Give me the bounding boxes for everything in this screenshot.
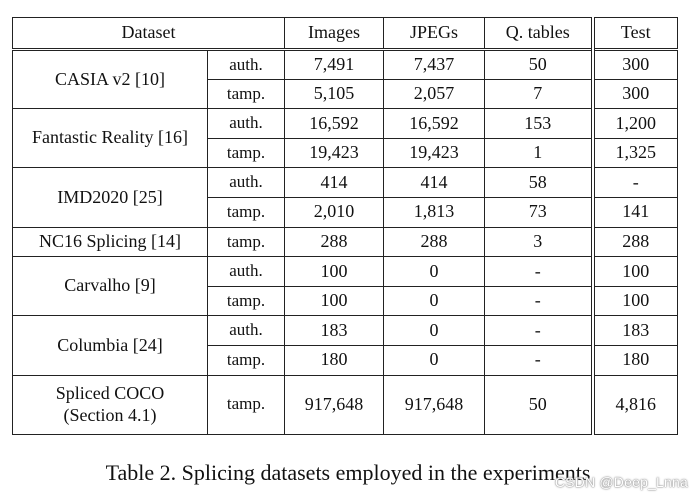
watermark: CSDN @Deep_Lnna xyxy=(554,474,688,490)
test-cell: 1,200 xyxy=(593,109,678,139)
jpegs-cell: 917,648 xyxy=(384,375,485,434)
test-cell: 100 xyxy=(593,286,678,316)
header-jpegs: JPEGs xyxy=(384,18,485,50)
subset-type-cell: auth. xyxy=(208,316,285,346)
table-row xyxy=(13,50,678,80)
subset-type-cell: auth. xyxy=(208,109,285,139)
header-test: Test xyxy=(593,18,678,50)
qtables-cell: - xyxy=(485,286,593,316)
header-dataset: Dataset xyxy=(13,18,285,50)
jpegs-cell: 0 xyxy=(384,257,485,287)
images-cell: 917,648 xyxy=(285,375,384,434)
images-cell: 414 xyxy=(285,168,384,198)
qtables-cell: 50 xyxy=(485,50,593,80)
images-cell: 100 xyxy=(285,257,384,287)
qtables-cell: 50 xyxy=(485,375,593,434)
subset-type-cell: tamp. xyxy=(208,197,285,227)
images-cell: 180 xyxy=(285,345,384,375)
qtables-cell: - xyxy=(485,345,593,375)
test-cell: 4,816 xyxy=(593,375,678,434)
qtables-cell: 58 xyxy=(485,168,593,198)
images-cell: 19,423 xyxy=(285,138,384,168)
images-cell: 288 xyxy=(285,227,384,257)
dataset-name-cell: CASIA v2 [10] xyxy=(13,50,208,109)
test-cell: 1,325 xyxy=(593,138,678,168)
test-cell: 288 xyxy=(593,227,678,257)
subset-type-cell: tamp. xyxy=(208,345,285,375)
jpegs-cell: 7,437 xyxy=(384,50,485,80)
jpegs-cell: 19,423 xyxy=(384,138,485,168)
qtables-cell: - xyxy=(485,257,593,287)
header-qtables: Q. tables xyxy=(485,18,593,50)
subset-type-cell: tamp. xyxy=(208,227,285,257)
jpegs-cell: 414 xyxy=(384,168,485,198)
test-cell: 180 xyxy=(593,345,678,375)
qtables-cell: 153 xyxy=(485,109,593,139)
test-cell: 300 xyxy=(593,79,678,109)
jpegs-cell: 288 xyxy=(384,227,485,257)
jpegs-cell: 2,057 xyxy=(384,79,485,109)
splicing-datasets-table xyxy=(12,17,678,435)
jpegs-cell: 1,813 xyxy=(384,197,485,227)
qtables-cell: 73 xyxy=(485,197,593,227)
images-cell: 2,010 xyxy=(285,197,384,227)
subset-type-cell: auth. xyxy=(208,257,285,287)
table-row xyxy=(13,316,678,346)
images-cell: 16,592 xyxy=(285,109,384,139)
subset-type-cell: tamp. xyxy=(208,375,285,434)
table-row xyxy=(13,168,678,198)
test-cell: 183 xyxy=(593,316,678,346)
dataset-name-cell: Carvalho [9] xyxy=(13,257,208,316)
dataset-name-line: Spliced COCO xyxy=(55,382,165,403)
dataset-name-cell: NC16 Splicing [14] xyxy=(13,227,208,257)
images-cell: 183 xyxy=(285,316,384,346)
jpegs-cell: 0 xyxy=(384,286,485,316)
table-header-row xyxy=(13,18,678,50)
jpegs-cell: 0 xyxy=(384,345,485,375)
table-row xyxy=(13,109,678,139)
subset-type-cell: tamp. xyxy=(208,286,285,316)
dataset-name-cell: IMD2020 [25] xyxy=(13,168,208,227)
table-row xyxy=(13,375,678,434)
header-images: Images xyxy=(285,18,384,50)
subset-type-cell: tamp. xyxy=(208,138,285,168)
dataset-name-cell: Fantastic Reality [16] xyxy=(13,109,208,168)
test-cell: 300 xyxy=(593,50,678,80)
table-row xyxy=(13,227,678,257)
images-cell: 5,105 xyxy=(285,79,384,109)
dataset-name-line: (Section 4.1) xyxy=(63,404,157,425)
subset-type-cell: tamp. xyxy=(208,79,285,109)
qtables-cell: 3 xyxy=(485,227,593,257)
qtables-cell: 1 xyxy=(485,138,593,168)
table-row xyxy=(13,257,678,287)
dataset-name-cell xyxy=(13,375,208,434)
test-cell: - xyxy=(593,168,678,198)
subset-type-cell: auth. xyxy=(208,168,285,198)
images-cell: 7,491 xyxy=(285,50,384,80)
test-cell: 100 xyxy=(593,257,678,287)
table-caption: Table 2. Splicing datasets employed in the experiments xyxy=(105,460,591,485)
qtables-cell: 7 xyxy=(485,79,593,109)
jpegs-cell: 0 xyxy=(384,316,485,346)
jpegs-cell: 16,592 xyxy=(384,109,485,139)
images-cell: 100 xyxy=(285,286,384,316)
subset-type-cell: auth. xyxy=(208,50,285,80)
test-cell: 141 xyxy=(593,197,678,227)
qtables-cell: - xyxy=(485,316,593,346)
dataset-name-cell: Columbia [24] xyxy=(13,316,208,375)
